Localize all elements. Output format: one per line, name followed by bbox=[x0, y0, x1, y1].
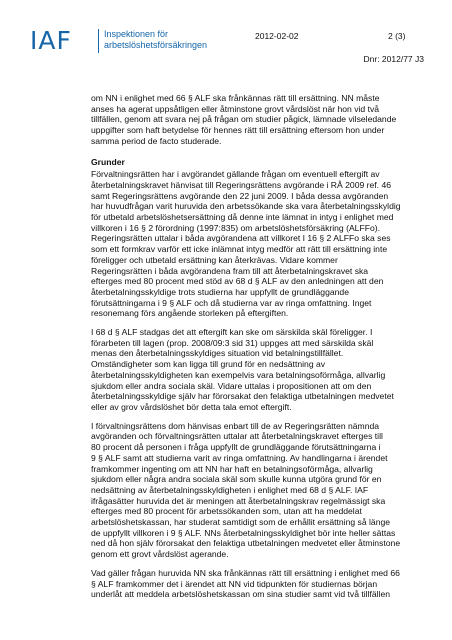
text-line: ifrågasätter huruvida det är meningen att återbetalningskrav regelmässigt ska bbox=[91, 495, 386, 506]
section-paragraph-1 bbox=[91, 169, 423, 319]
section-heading: Grunder bbox=[91, 156, 125, 167]
text-line: sjukdom eller några andra sociala skäl som skulle kunna utgöra grund för en bbox=[91, 474, 382, 485]
section-paragraph-3 bbox=[91, 421, 423, 560]
text-line: underlåt att meddela arbetslöshetskassan om sina studier samt vid två tillfällen bbox=[91, 589, 391, 600]
text-line: § ALF framkommer det i ärendet att NN vid tidpunkten för studiernas början bbox=[91, 578, 378, 589]
text-line: 9 § ALF samt att studierna varit av ringa omfattning. Av handlingarna i ärendet bbox=[91, 452, 388, 463]
text-line: återbetalningsskyldigheten kan exempelvis vara betalningsoförmåga, allvarlig bbox=[91, 369, 386, 380]
text-line: föreligger och utbetald ersättning kan återkrävas. Vidare kommer bbox=[91, 254, 338, 265]
logo-divider bbox=[98, 29, 99, 53]
section-paragraph-4 bbox=[91, 568, 423, 600]
text-line: förarbeten till lagen (prop. 2008/09:3 sid 31) uppges att med särskilda skäl bbox=[91, 337, 374, 348]
text-line: Regeringsrätten i båda avgörandena fram till att återbetalningskravet ska bbox=[91, 265, 369, 276]
text-line: I förvaltningsrättens dom hänvisas enbart till de av Regeringsrätten nämnda bbox=[91, 420, 380, 431]
text-line: samma period de facto studerade. bbox=[91, 135, 222, 146]
intro-paragraph bbox=[91, 93, 423, 147]
text-line: I 68 d § ALF stadgas det att eftergift kan ske om särskilda skäl föreligger. I bbox=[91, 327, 373, 338]
logo-text bbox=[104, 29, 234, 51]
text-line: samt Regeringsrättens avgörande den 22 juni 2009. I båda dessa avgöranden bbox=[91, 190, 389, 201]
diary-number: Dnr: 2012/77 J3 bbox=[363, 54, 424, 64]
text-line: eller av grov vårdslöshet bör detta tala emot eftergift. bbox=[91, 401, 292, 412]
text-line: återbetalningsskyldige trots studierna har uppfyllt de grundläggande bbox=[91, 286, 349, 297]
section-paragraph-2 bbox=[91, 327, 423, 413]
text-line: 80 procent då personen i fråga uppfyllt de grundläggande förutsättningarna i bbox=[91, 442, 381, 453]
text-line: har huvudfrågan varit huruvida den arbetssökande ska vara återbetalningsskyldig bbox=[91, 201, 401, 212]
logo-line-1: Inspektionen för bbox=[104, 29, 169, 39]
text-line: sjukdom eller andra sociala skäl. Vidare uttalas i propositionen att om den bbox=[91, 380, 372, 391]
text-line: återbetalningsskyldige själv har förorsakat den felaktiga utbetalningen medvetet bbox=[91, 391, 394, 402]
logo-line-2: arbetslöshetsförsäkringen bbox=[104, 40, 208, 50]
text-line: framkommer ingenting om att NN har haft en betalningsoförmåga, allvarlig bbox=[91, 463, 373, 474]
text-line: för utbetald arbetslöshetsersättning då denne inte lämnat in intyg i enlighet med bbox=[91, 212, 394, 223]
text-line: tillfällen, genom att svara nej på frågan om studier pågick, lämnade vilseledande bbox=[91, 114, 397, 125]
text-line: Förvaltningsrätten har i avgörandet gällande frågan om eventuell eftergift av bbox=[91, 169, 380, 180]
text-line: anses ha agerat uppsåtligen eller åtminstone grovt vårdslöst när hon vid två bbox=[91, 103, 380, 114]
text-line: villkoren i 16 § 2 förordning (1997:835) om arbetslöshetsförsäkring (ALFFo). bbox=[91, 222, 380, 233]
page-number: 2 (3) bbox=[388, 31, 406, 41]
text-line: genom ett grovt vårdslöst agerande. bbox=[91, 549, 229, 560]
text-line: efterges med 80 procent med stöd av 68 d § ALF av den anledningen att den bbox=[91, 276, 384, 287]
logo-mark: IAF bbox=[30, 26, 72, 55]
text-line: Vad gäller frågan huruvida NN ska frånkännas rätt till ersättning i enlighet med 66 bbox=[91, 567, 400, 578]
text-line: avgöranden och förvaltningsrätten uttalar att återbetalningskravet efterges till bbox=[91, 431, 383, 442]
text-line: menas den återbetalningsskyldiges situation vid betalningstillfället. bbox=[91, 348, 344, 359]
text-line: Regeringsrätten uttalar i båda avgörandena att villkoret I 16 § 2 ALFFo ska ses bbox=[91, 233, 391, 244]
text-line: de uppfyllt villkoren i 9 § ALF. NNs återbetalningsskyldighet bör inte heller sättas bbox=[91, 527, 396, 538]
text-line: som ett formkrav varför ett icke inlämnat intyg medför att rätt till ersättning inte bbox=[91, 244, 388, 255]
text-line: Omständigheter som kan ligga till grund för en nedsättning av bbox=[91, 359, 326, 370]
text-line: förutsättningarna i 9 § ALF och då studierna var av ringa omfattning. Inget bbox=[91, 297, 372, 308]
text-line: om NN i enlighet med 66 § ALF ska frånkännas rätt till ersättning. NN måste bbox=[91, 93, 380, 103]
text-line: nedsättning av återbetalningsskyldigheten i enlighet med 68 d § ALF. IAF bbox=[91, 484, 369, 495]
text-line: arbetslöshetskassan, har studerat samtidigt som de erhållit ersättning så länge bbox=[91, 517, 391, 528]
text-line: återbetalningskravet hänvisat till Regeringsrättens avgörande i RÅ 2009 ref. 46 bbox=[91, 179, 392, 190]
text-line: resonemang förs angående storleken på eftergiften. bbox=[91, 308, 289, 319]
text-line: efterges med 80 procent för arbetssökanden som, utan att ha meddelat bbox=[91, 506, 362, 517]
iaf-logo bbox=[30, 26, 230, 56]
text-line: uppgifter som haft betydelse för hennes rätt till ersättning eftersom hon under bbox=[91, 125, 385, 136]
text-line: ned då hon själv förorsakat den felaktiga utbetalningen medvetet eller åtminstone bbox=[91, 538, 401, 549]
document-date: 2012-02-02 bbox=[255, 31, 299, 41]
document-body bbox=[91, 93, 423, 608]
